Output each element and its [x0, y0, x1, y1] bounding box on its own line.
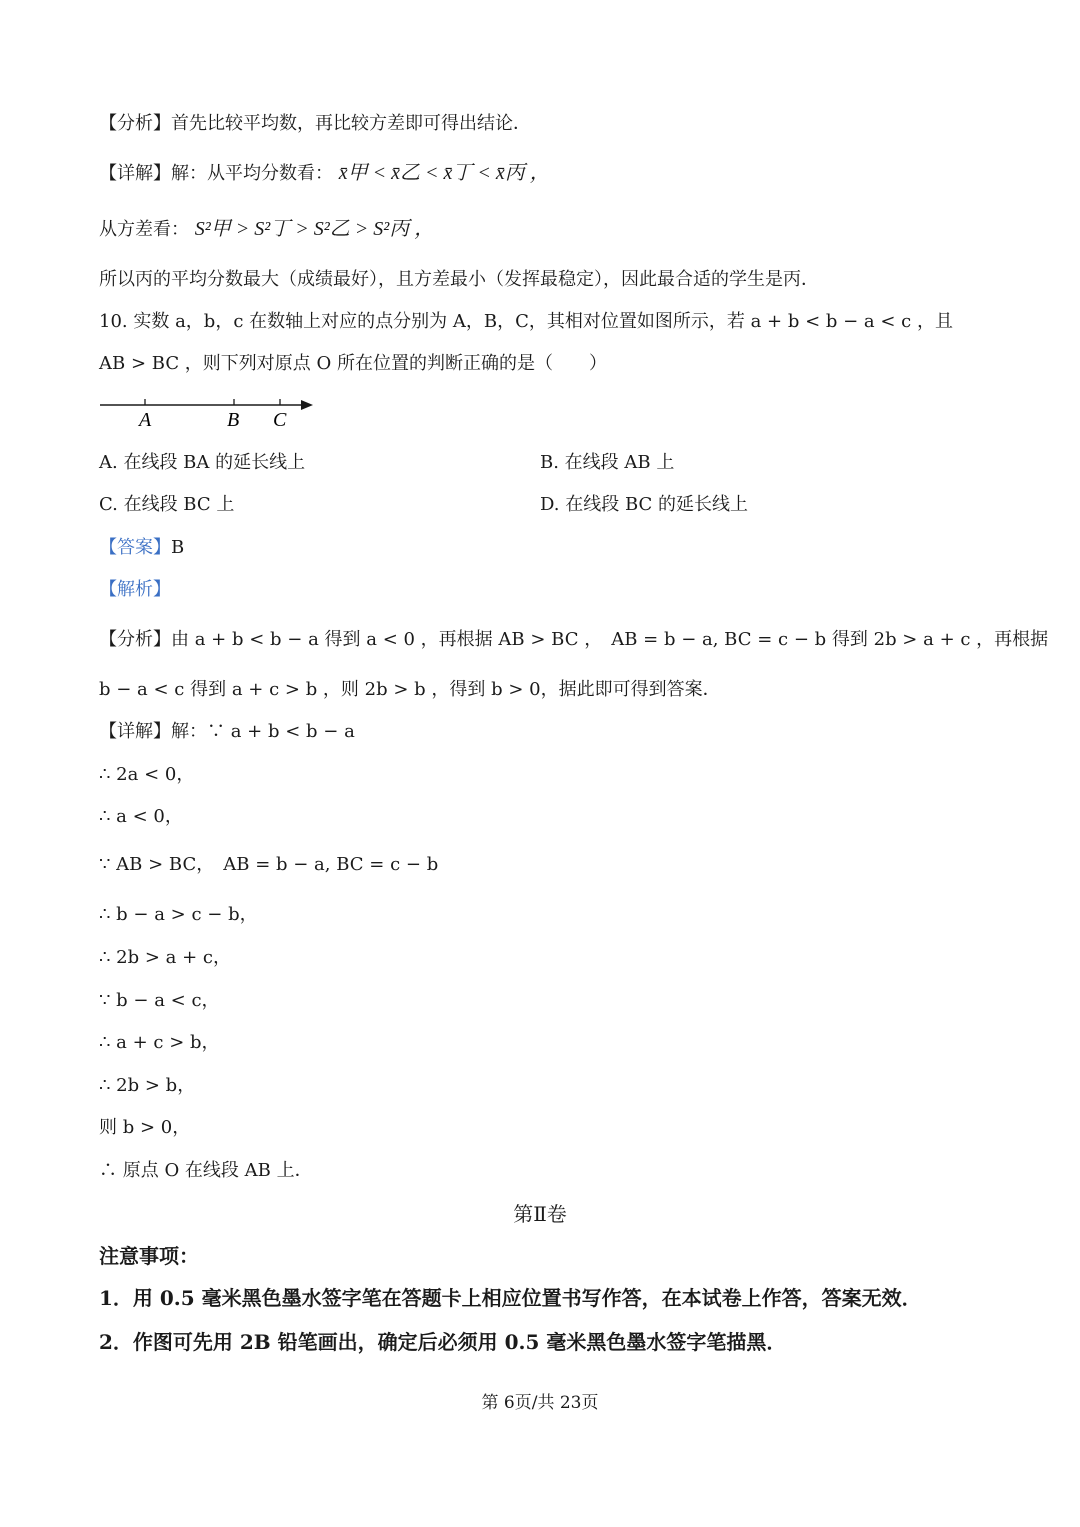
section-title: 第Ⅱ卷	[513, 1202, 567, 1226]
prev-conclusion: 所以丙的平均分数最大（成绩最好），且方差最小（发挥最稳定），因此最合适的学生是丙．	[99, 269, 819, 290]
detail-line-0	[99, 719, 355, 745]
option-c[interactable]: C. 在线段 BC 上	[99, 494, 235, 515]
answer-line	[99, 535, 184, 561]
analysis-line1	[99, 627, 1048, 653]
detail-step: ∵ b − a < c，	[99, 990, 220, 1011]
point-label-a: A	[139, 409, 152, 431]
notice-item: 2．作图可先用 2B 铅笔画出，确定后必须用 0.5 毫米黑色墨水签字笔描黑．	[99, 1330, 787, 1354]
point-label-c: C	[273, 409, 287, 431]
number-line-arrow	[301, 400, 313, 410]
answer-label: 【答案】	[99, 537, 171, 558]
analysis-label: 【分析】	[99, 629, 171, 650]
page-footer: 第 6页/共 23页	[481, 1393, 599, 1413]
number-line-figure	[95, 393, 325, 433]
prev-detail-label: 【详解】	[99, 163, 171, 184]
detail-step: ∴ 原点 O 在线段 AB 上．	[99, 1160, 313, 1181]
option-d[interactable]: D. 在线段 BC 的延长线上	[540, 494, 749, 515]
notice-title: 注意事项：	[99, 1244, 199, 1268]
answer-value: B	[171, 537, 185, 558]
mean-expression: x̄甲 < x̄乙 < x̄丁 < x̄丙 ，	[338, 162, 550, 184]
option-b[interactable]: B. 在线段 AB 上	[540, 452, 675, 473]
detail-step: ∴ a < 0，	[99, 806, 183, 827]
detail-step: ∴ b − a > c − b，	[99, 904, 258, 925]
variance-label: 从方差看：	[99, 219, 189, 240]
analysis-line2: b − a < c 得到 a + c > b ，则 2b > b ，得到 b > 0，据此即可得到答案．	[99, 679, 721, 700]
prev-detail-text: 解：从平均分数看：	[171, 163, 333, 184]
prev-variance	[99, 216, 434, 243]
detail-label: 【详解】	[99, 721, 171, 742]
detail-step: ∴ a + c > b，	[99, 1032, 220, 1053]
jiexi-label: 【解析】	[99, 579, 171, 600]
q10-stem-line1: 10. 实数 a，b，c 在数轴上对应的点分别为 A，B，C，其相对位置如图所示，若 a + b < b − a < c ，且	[99, 311, 953, 332]
notice-item: 1．用 0.5 毫米黑色墨水签字笔在答题卡上相应位置书写作答，在本试卷上作答，答案无效．	[99, 1286, 922, 1310]
point-label-b: B	[227, 409, 240, 431]
option-a[interactable]: A. 在线段 BA 的延长线上	[99, 452, 306, 473]
q10-stem-line2: AB > BC ，则下列对原点 O 所在位置的判断正确的是（ ）	[99, 353, 608, 374]
prev-analysis: 【分析】首先比较平均数，再比较方差即可得出结论．	[99, 113, 531, 134]
variance-expression: S²甲 > S²丁 > S²乙 > S²丙 ，	[194, 218, 435, 240]
detail-step: ∴ 2a < 0，	[99, 764, 195, 785]
detail-step: 解：∵ a + b < b − a	[171, 721, 355, 742]
detail-step: 则 b > 0，	[99, 1117, 191, 1138]
detail-step: ∴ 2b > a + c，	[99, 947, 232, 968]
detail-step: ∵ AB > BC， AB = b − a, BC = c − b	[99, 854, 439, 875]
prev-detail	[99, 160, 550, 187]
detail-step: ∴ 2b > b，	[99, 1075, 196, 1096]
analysis-text-1: 由 a + b < b − a 得到 a < 0 ，再根据 AB > BC ， AB = b − a, BC = c − b 得到 2b > a + c ，再根据	[171, 629, 1049, 650]
